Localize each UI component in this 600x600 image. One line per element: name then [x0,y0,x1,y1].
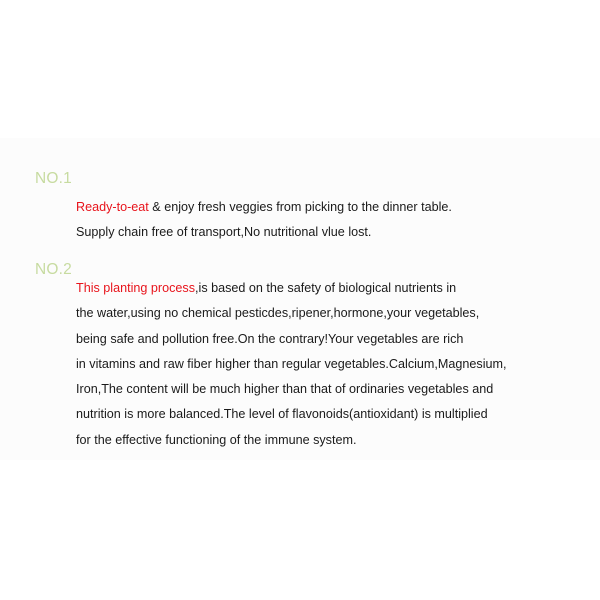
line-text: & enjoy fresh veggies from picking to the dinner table. [148,200,452,214]
line-text: in vitamins and raw fiber higher than regular vegetables.Calcium,Magnesium, [76,356,507,371]
highlight-ready-to-eat: Ready-to-eat [76,200,149,214]
line-text: being safe and pollution free.On the contrary!Your vegetables are rich [76,331,464,346]
line-text: Supply chain free of transport,No nutritional vlue lost. [76,225,372,240]
body-line [76,428,507,453]
body-line [76,301,507,326]
body-line [76,220,452,245]
line-text: ,is based on the safety of biological nutrients in [195,281,457,295]
highlight-planting-process: This planting process [76,281,196,295]
body-line [76,276,507,301]
body-line [76,327,507,352]
body-line [76,402,507,427]
section-body-no2 [76,276,507,453]
body-line [76,377,507,402]
body-line [76,352,507,377]
section-heading-no2: NO.2 [35,261,72,278]
line-text: nutrition is more balanced.The level of flavonoids(antioxidant) is multiplied [76,407,488,422]
section-body-no1 [76,195,452,246]
body-line [76,195,452,220]
line-text: Iron,The content will be much higher than that of ordinaries vegetables and [76,382,494,397]
line-text: for the effective functioning of the immune system. [76,432,357,447]
line-text: the water,using no chemical pesticdes,ripener,hormone,your vegetables, [76,306,480,321]
section-heading-no1: NO.1 [35,170,72,187]
